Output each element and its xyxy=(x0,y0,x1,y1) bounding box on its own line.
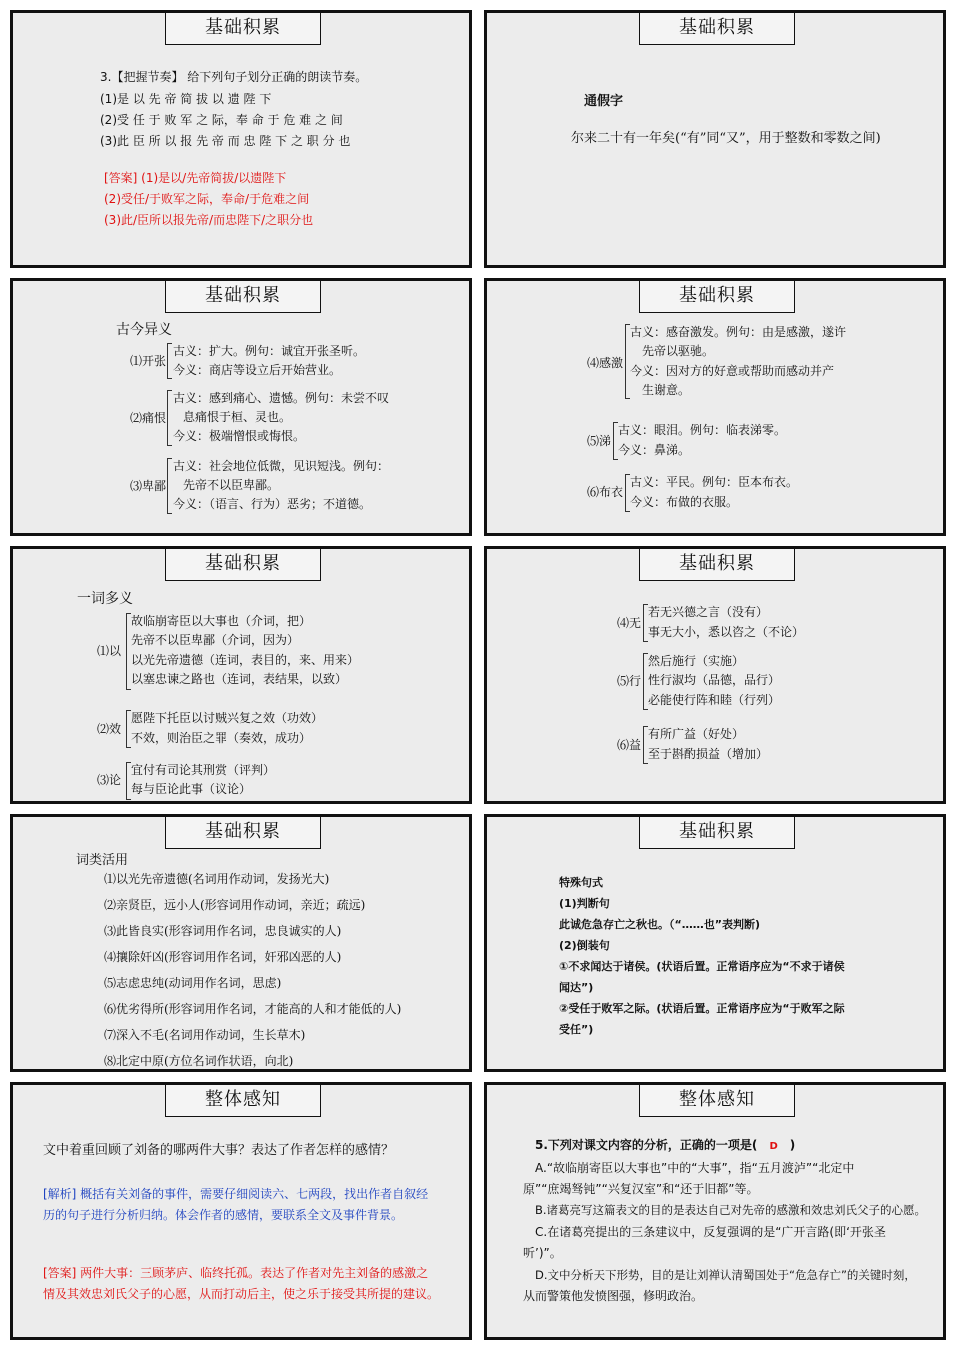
question xyxy=(535,1137,795,1155)
body-line: (2)倒装句 xyxy=(559,939,610,952)
slide-2 xyxy=(484,10,946,268)
list-item: ⑶此皆良实(形容词用作名词，忠良诚实的人) xyxy=(104,924,342,938)
slide-7 xyxy=(10,814,472,1072)
slide-5 xyxy=(10,546,472,804)
answer-line: (3)此/臣所以报先帝/而忠陛下/之职分也 xyxy=(104,213,314,227)
group-line: 故临崩寄臣以大事也（介词，把） xyxy=(131,614,312,628)
slide-3 xyxy=(10,278,472,536)
slide-title: 整体感知 xyxy=(639,1085,795,1117)
section-heading: 一词多义 xyxy=(77,591,133,607)
group-line: 古义：感到痛心、遗憾。例句：未尝不叹 xyxy=(173,391,390,405)
list-item: ⑹优劣得所(形容词用作名词，才能高的人和才能低的人) xyxy=(104,1002,402,1016)
body-line: (1)判断句 xyxy=(559,897,610,910)
group-line: 以塞忠谏之路也（连词，表结果，以致） xyxy=(131,672,348,686)
answer-line: 情及其效忠刘氏父子的心愿，从而打动后主，使之乐于接受其所提的建议。 xyxy=(43,1287,440,1301)
group-line: 以光先帝遗德（连词，表目的，来、用来） xyxy=(131,653,360,667)
group-line: 古义：社会地位低微，见识短浅。例句： xyxy=(173,459,390,473)
slide-8 xyxy=(484,814,946,1072)
item: (1)是 以 先 帝 简 拔 以 遗 陛 下 xyxy=(100,92,272,106)
group-line: 今义：布做的衣服。 xyxy=(630,495,739,509)
list-item: ⑺深入不毛(名词用作动词，生长草木) xyxy=(104,1028,306,1042)
list-item: ⑵亲贤臣，远小人(形容词用作动词，亲近；疏远) xyxy=(104,898,366,912)
question: 文中着重回顾了刘备的哪两件大事？表达了作者怎样的感情？ xyxy=(43,1143,395,1158)
body-line: 特殊句式 xyxy=(559,876,603,889)
group-key: ⑶卑鄙 xyxy=(130,479,167,493)
body-line: ①不求闻达于诸侯。(状语后置。正常语序应为“不求于诸侯 xyxy=(559,960,845,973)
option-line: 从而警策他发愤图强，修明政治。 xyxy=(523,1289,704,1303)
group-line: 今义：（语言、行为）恶劣；不道德。 xyxy=(173,497,372,511)
slide-4 xyxy=(484,278,946,536)
option-line: D.文中分析天下形势，目的是让刘禅认清蜀国处于“危急存亡”的关键时刻， xyxy=(535,1268,916,1282)
group-line: 古义：眼泪。例句：临表涕零。 xyxy=(618,423,787,437)
group-line: 愿陛下托臣以讨贼兴复之效（功效） xyxy=(131,711,324,725)
group-line: 生谢意。 xyxy=(642,383,691,397)
group-key: ⑷感激 xyxy=(587,356,624,370)
option-line: 原”“庶竭驽钝”“兴复汉室”和“还于旧都”等。 xyxy=(523,1182,759,1196)
group-line: 先帝不以臣卑鄙（介词，因为） xyxy=(131,633,300,647)
analysis-line: 历的句子进行分析归纳。体会作者的感情，要联系全文及事件背景。 xyxy=(43,1208,404,1222)
option-line: 听’)”。 xyxy=(523,1246,562,1260)
group-key: ⑶论 xyxy=(97,773,122,787)
group-line: 古义：扩大。例句：诚宜开张圣听。 xyxy=(173,344,366,358)
item: (3)此 臣 所 以 报 先 帝 而 忠 陛 下 之 职 分 也 xyxy=(100,134,351,148)
question-text: 5.下列对课文内容的分析，正确的一项是( xyxy=(535,1138,758,1152)
group-line: 必能使行阵和睦（行列） xyxy=(648,693,781,707)
answer-line: [答案] (1)是以/先帝简拔/以遗陛下 xyxy=(104,171,287,185)
section-heading: 词类活用 xyxy=(76,853,129,868)
group-line: 先帝不以臣卑鄙。 xyxy=(183,478,280,492)
slide-title: 基础积累 xyxy=(165,281,321,313)
section-heading: 通假字 xyxy=(584,94,624,109)
group-line: 古义：平民。例句：臣本布衣。 xyxy=(630,475,799,489)
group-key: ⑹益 xyxy=(617,738,642,752)
group-key: ⑴以 xyxy=(97,644,122,658)
group-line: 每与臣论此事（议论） xyxy=(131,782,252,796)
group-key: ⑵效 xyxy=(97,722,122,736)
slide-title: 基础积累 xyxy=(639,281,795,313)
group-line: 今义：因对方的好意或帮助而感动并产 xyxy=(630,364,835,378)
group-line: 今义：极端憎恨或悔恨。 xyxy=(173,429,306,443)
answer-letter: D xyxy=(769,1141,778,1152)
group-key: ⑵痛恨 xyxy=(130,411,167,425)
group-line: 然后施行（实施） xyxy=(648,654,745,668)
list-item: ⑻北定中原(方位名词作状语，向北) xyxy=(104,1054,294,1068)
group-line: 息痛恨于桓、灵也。 xyxy=(183,410,292,424)
group-line: 古义：感奋激发。例句：由是感激，遂许 xyxy=(630,325,847,339)
group-key: ⑹布衣 xyxy=(587,485,624,499)
group-line: 今义：商店等设立后开始营业。 xyxy=(173,363,342,377)
group-line: 若无兴德之言（没有） xyxy=(648,605,769,619)
analysis-line: [解析] 概括有关刘备的事件，需要仔细阅读六、七两段，找出作者自叙经 xyxy=(43,1187,429,1201)
slide-6 xyxy=(484,546,946,804)
question-close: ) xyxy=(789,1138,796,1152)
group-line: 不效，则治臣之罪（奏效，成功） xyxy=(131,731,312,745)
group-line: 今义：鼻涕。 xyxy=(618,443,691,457)
body-line: 闻达”) xyxy=(559,981,594,994)
list-item: ⑴以光先帝遗德(名词用作动词，发扬光大) xyxy=(104,872,330,886)
list-item: ⑸志虑忠纯(动词用作名词，思虑) xyxy=(104,976,282,990)
group-line: 事无大小，悉以咨之（不论） xyxy=(648,625,805,639)
slide-title: 基础积累 xyxy=(639,13,795,45)
group-key: ⑸涕 xyxy=(587,434,612,448)
option-line: B.诸葛亮写这篇表文的目的是表达自己对先帝的感激和效忠刘氏父子的心愿。 xyxy=(535,1203,927,1217)
answer-line: [答案] 两件大事：三顾茅庐、临终托孤。表达了作者对先主刘备的感激之 xyxy=(43,1266,429,1280)
brace xyxy=(167,458,172,514)
slide-title: 基础积累 xyxy=(639,549,795,581)
slide-1 xyxy=(10,10,472,268)
body-line: 此诚危急存亡之秋也。（“……也”表判断) xyxy=(559,918,760,931)
slide-title: 基础积累 xyxy=(165,817,321,849)
slide-title: 整体感知 xyxy=(165,1085,321,1117)
brace xyxy=(167,390,172,446)
answer-line: (2)受任/于败军之际，奉命/于危难之间 xyxy=(104,192,310,206)
group-line: 有所广益（好处） xyxy=(648,727,745,741)
option-line: C.在诸葛亮提出的三条建议中，反复强调的是“广开言路(即‘开张圣 xyxy=(535,1225,886,1239)
group-line: 先帝以驱驰。 xyxy=(642,344,715,358)
question: 3.【把握节奏】 给下列句子划分正确的朗读节奏。 xyxy=(100,70,368,84)
group-key: ⑷无 xyxy=(617,616,642,630)
slide-9 xyxy=(10,1082,472,1340)
body-line: ②受任于败军之际。(状语后置。正常语序应为“于败军之际 xyxy=(559,1002,845,1015)
body-line: 尔来二十有一年矣(“有”同“又”，用于整数和零数之间) xyxy=(571,131,881,146)
slide-title: 基础积累 xyxy=(165,13,321,45)
list-item: ⑷攘除奸凶(形容词用作名词，奸邪凶恶的人) xyxy=(104,950,342,964)
group-line: 至于斟酌损益（增加） xyxy=(648,747,769,761)
brace xyxy=(167,343,172,379)
group-key: ⑸行 xyxy=(617,674,642,688)
item: (2)受 任 于 败 军 之 际，奉 命 于 危 难 之 间 xyxy=(100,113,343,127)
group-key: ⑴开张 xyxy=(130,354,167,368)
group-line: 性行淑均（品德，品行） xyxy=(648,673,781,687)
slide-10 xyxy=(484,1082,946,1340)
slide-title: 基础积累 xyxy=(639,817,795,849)
option-line: A.“故临崩寄臣以大事也”中的“大事”，指“五月渡泸”“北定中 xyxy=(535,1161,855,1175)
body-line: 受任”) xyxy=(559,1023,594,1036)
section-heading: 古今异义 xyxy=(116,322,172,338)
slide-title: 基础积累 xyxy=(165,549,321,581)
group-line: 宜付有司论其刑赏（评判） xyxy=(131,763,276,777)
